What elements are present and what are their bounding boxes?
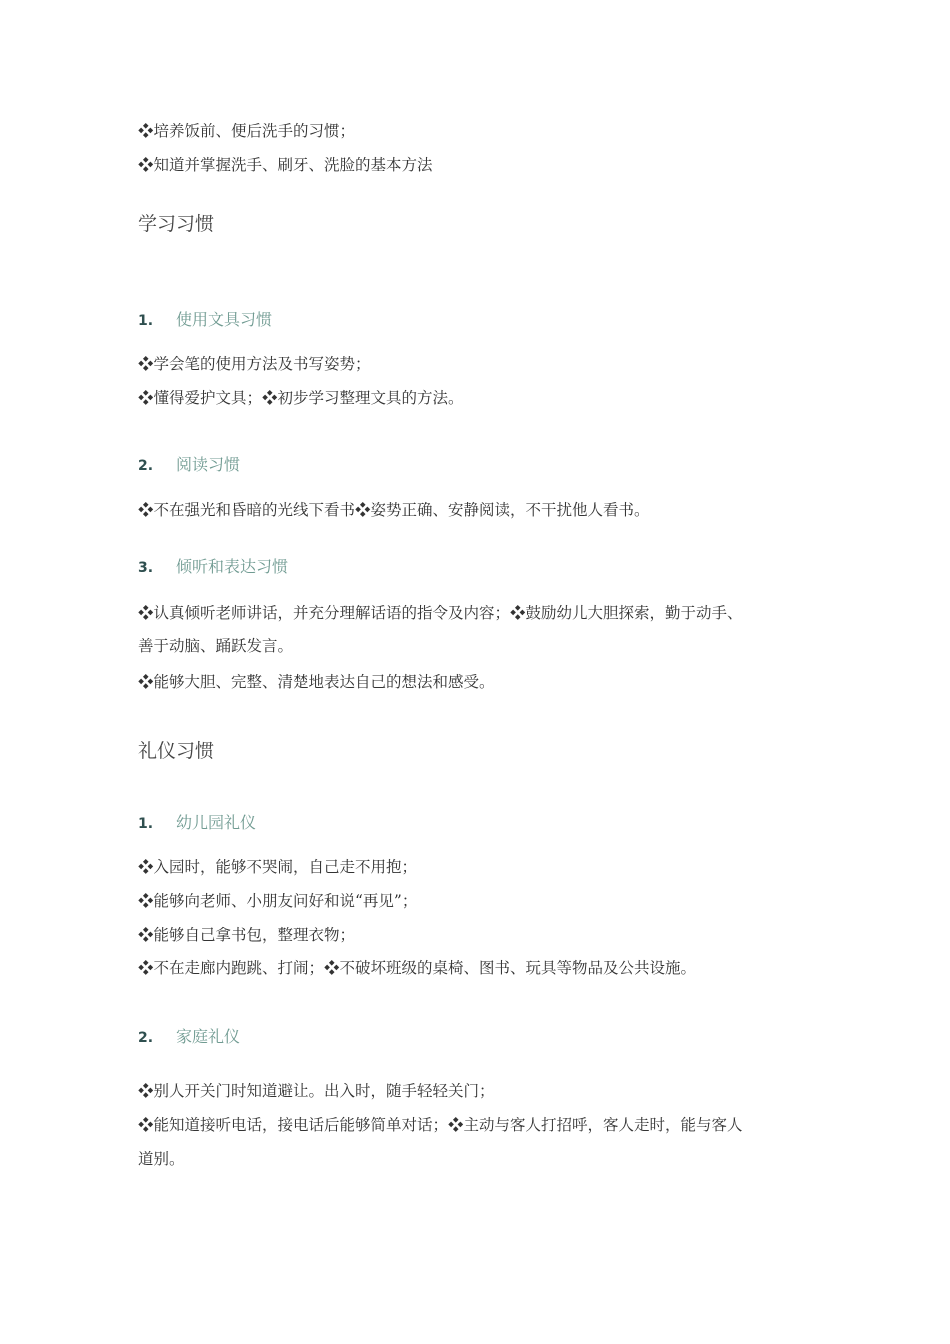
subsection-heading bbox=[138, 454, 240, 476]
bullet-line: ❖学会笔的使用方法及书写姿势； bbox=[138, 355, 371, 373]
subsection-number: 2. bbox=[138, 458, 154, 474]
text-line: 善于动脑、踊跃发言。 bbox=[138, 637, 294, 655]
bullet-line: ❖入园时，能够不哭闹，自己走不用抱； bbox=[138, 858, 418, 876]
bullet-line: ❖不在强光和昏暗的光线下看书❖姿势正确、安静阅读，不干扰他人看书。 bbox=[138, 501, 650, 519]
bullet-line: ❖能够向老师、小朋友问好和说“再见”； bbox=[138, 892, 418, 910]
bullet-line: ❖能够大胆、完整、清楚地表达自己的想法和感受。 bbox=[138, 673, 495, 691]
section-title-study-habits: 学习习惯 bbox=[138, 213, 215, 235]
subsection-number: 3. bbox=[138, 560, 154, 576]
subsection-title: 倾听和表达习惯 bbox=[176, 557, 289, 576]
subsection-title: 阅读习惯 bbox=[176, 455, 241, 474]
bullet-line: ❖不在走廊内跑跳、打闹；❖不破坏班级的桌椅、图书、玩具等物品及公共设施。 bbox=[138, 959, 697, 977]
subsection-title: 家庭礼仪 bbox=[176, 1027, 241, 1046]
bullet-line: ❖能知道接听电话，接电话后能够简单对话；❖主动与客人打招呼，客人走时，能与客人 bbox=[138, 1116, 743, 1134]
bullet-line: ❖别人开关门时知道避让。出入时，随手轻轻关门； bbox=[138, 1082, 495, 1100]
subsection-heading bbox=[138, 309, 272, 331]
subsection-number: 2. bbox=[138, 1030, 154, 1046]
bullet-line: ❖认真倾听老师讲话，并充分理解话语的指令及内容；❖鼓励幼儿大胆探索，勤于动手、 bbox=[138, 604, 743, 622]
subsection-title: 使用文具习惯 bbox=[176, 310, 273, 329]
subsection-title: 幼儿园礼仪 bbox=[176, 813, 257, 832]
subsection-heading bbox=[138, 556, 288, 578]
subsection-heading bbox=[138, 812, 256, 834]
subsection-number: 1. bbox=[138, 816, 154, 832]
section-title-etiquette-habits: 礼仪习惯 bbox=[138, 740, 215, 762]
subsection-number: 1. bbox=[138, 313, 154, 329]
bullet-line: ❖能够自己拿书包，整理衣物； bbox=[138, 926, 356, 944]
bullet-line: ❖懂得爱护文具；❖初步学习整理文具的方法。 bbox=[138, 389, 464, 407]
text-line: 道别。 bbox=[138, 1150, 185, 1168]
bullet-line: ❖培养饭前、便后洗手的习惯； bbox=[138, 122, 356, 140]
bullet-line: ❖知道并掌握洗手、刷牙、洗脸的基本方法 bbox=[138, 156, 433, 174]
subsection-heading bbox=[138, 1026, 240, 1048]
